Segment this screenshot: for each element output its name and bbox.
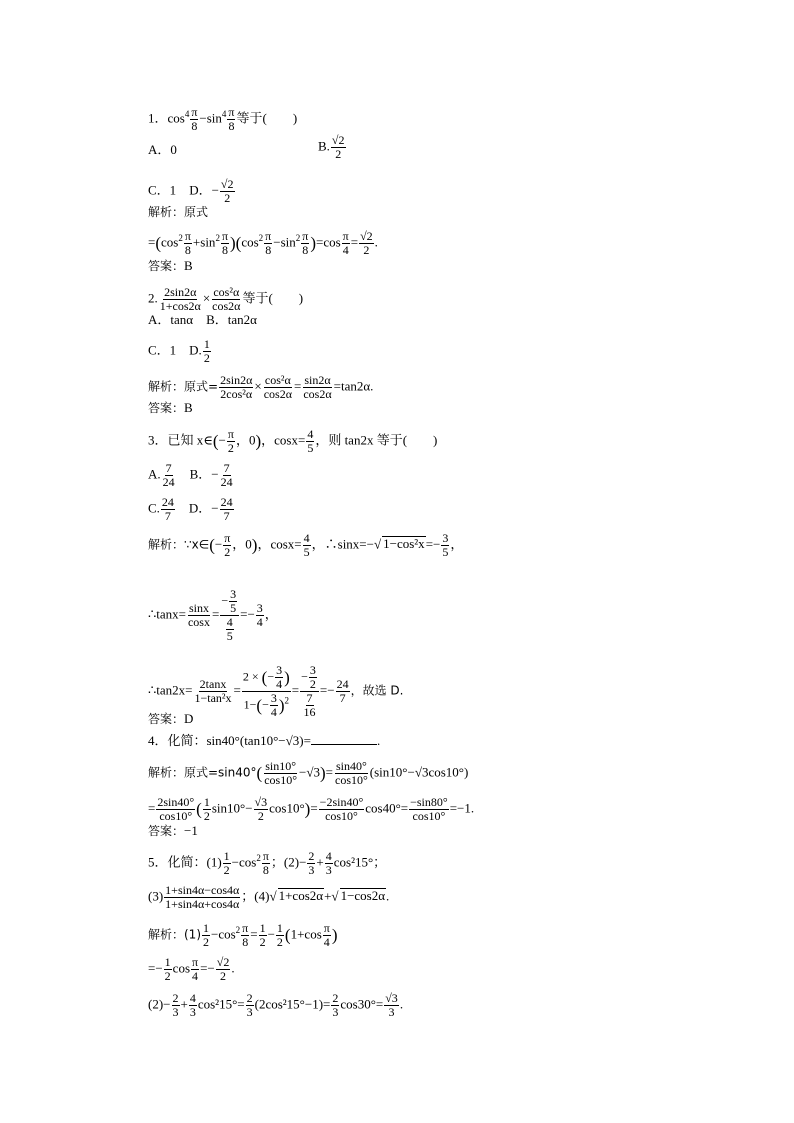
q3-stem: 3．已知 x∈(− $\frac{\pi}{2}$ ，0)，cosx= $\frac{4}{5}$ ，则 tan2x 等于( )	[148, 427, 438, 455]
fraction: $\frac{\pi}{8}$	[221, 229, 228, 257]
fraction: $\frac{3}{4}$	[256, 601, 263, 629]
compound-fraction: 2 × (− $\frac{3}{4}$ ) 1−(− $\frac{3}{4}$ )$^2$	[242, 663, 290, 719]
fraction: $\frac{1}{2}$	[203, 921, 209, 949]
fraction: $\frac{2}{3}$	[332, 991, 339, 1019]
q2-answer: 答案：B	[148, 400, 193, 415]
q4-stem: 4．化简：sin40°(tan10°−√3)= .	[148, 733, 381, 748]
q2-solution: 解析：原式= $\frac{2\sin 2\alpha}{\text{2cos²α}}$ × $\frac{\text{cos²α}}{\cos 2\alpha}$ = $\frac{\sin 2\alpha}{\cos 2\alpha}$ =tan2α.	[148, 373, 374, 401]
fraction: $\frac{√2}{2}$	[220, 177, 234, 205]
q5-solution-line1: 解析：(1) $\frac{1}{2}$ $-\cos^2$ $\frac{\pi}{8}$ = $\frac{1}{2}$ − $\frac{1}{2}$ (1+cos $\frac{\pi}{4}$ )	[148, 921, 338, 949]
q3-answer: 答案：D	[148, 711, 194, 726]
fraction: $\frac{-\sin 80^\circ}{\cos 10^\circ}$	[410, 795, 448, 823]
q3-options-ab: A. $\frac{7}{24}$ B．− $\frac{7}{24}$	[148, 461, 233, 489]
fraction: $\frac{\pi}{8}$	[191, 105, 198, 133]
q4-solution-line1: 解析：原式=sin40°( $\frac{\sin 10^\circ}{\cos 10^\circ}$ −√3)= $\frac{\sin 40^\circ}{\cos 10^\circ}$ (sin10°−√3cos10°)	[148, 759, 469, 787]
fraction: $\frac{√2}{2}$	[360, 229, 373, 257]
fraction: $\frac{1+\sin 4\alpha-\cos 4\alpha}{1+\sin 4\alpha+\cos 4\alpha}$	[165, 883, 240, 911]
fraction: $\frac{1}{2}$	[276, 921, 283, 949]
fraction: $\frac{2}{3}$	[308, 849, 315, 877]
fraction: $\frac{4}{3}$	[325, 849, 332, 877]
fraction: $\frac{\pi}{8}$	[262, 849, 269, 877]
fraction: $\frac{\sin 10^\circ}{\cos 10^\circ}$	[264, 759, 297, 787]
q3-solution-line1: 解析：∵x∈(− $\frac{\pi}{2}$ ，0)，cosx= $\frac{4}{5}$ ，∴sinx=−√ 1−cos²x=− $\frac{3}{5}$ ，	[148, 531, 464, 559]
fraction: $\frac{\text{cos²α}}{\cos 2\alpha}$	[212, 285, 241, 313]
q1-options-ab: A．0 B. $\frac{√2}{2}$	[148, 133, 345, 161]
fraction: $\frac{\sin x}{\cos x}$	[187, 601, 210, 629]
q3-options-cd: C. $\frac{24}{7}$ D．− $\frac{24}{7}$	[148, 495, 233, 523]
q4-solution-line2: = $\frac{2\sin 40^\circ}{\cos 10^\circ}$ ( $\frac{1}{2}$ sin10°− $\frac{√3}{2}$ cos10°)= $\frac{-2\sin 40^\circ}{\cos 10^\circ}$ cos40°= $\frac{-\sin 80^\circ}{\cos 10^\circ}$ =−1.	[148, 795, 475, 823]
fraction: $\frac{1}{2}$	[223, 849, 230, 877]
fraction: $\frac{\pi}{4}$	[192, 955, 199, 983]
fraction: $\frac{\sin 2\alpha}{\cos 2\alpha}$	[303, 373, 332, 401]
fraction: $\frac{3}{5}$	[442, 531, 449, 559]
fraction: $\frac{√3}{3}$	[385, 991, 398, 1019]
fraction: $\frac{24}{7}$	[161, 495, 174, 523]
fraction: $\frac{7}{24}$	[220, 461, 233, 489]
fraction: $\frac{\pi}{4}$	[342, 229, 349, 257]
fraction: $\frac{24}{7}$	[336, 677, 349, 705]
compound-fraction: − $\frac{3}{5}$ $\frac{4}{5}$	[220, 588, 239, 643]
compound-fraction: − $\frac{3}{2}$ $\frac{7}{16}$	[300, 664, 319, 719]
q2-options-ab: A．tanα B．tan2α	[148, 312, 257, 327]
q3-solution-line3: ∴tan2x= $\frac{2\tan x}{\text{1−tan²x}}$ = 2 × (− $\frac{3}{4}$ ) 1−(− $\frac{3}{4}$ )$^2$ = − $\frac{3}{2}$ $\frac{7}{16}$ =− $\frac{24}{7}$ ，故选 D.	[148, 663, 404, 719]
q1-options-cd: C．1 D．− $\frac{√2}{2}$	[148, 177, 234, 205]
fraction: $\frac{\pi}{8}$	[184, 229, 191, 257]
answer-blank	[311, 733, 377, 745]
fraction: $\frac{\pi}{8}$	[228, 105, 235, 133]
fraction: $\frac{4}{3}$	[189, 991, 196, 1019]
fraction: $\frac{4}{5}$	[303, 531, 310, 559]
fraction: $\frac{\sin 40^\circ}{\cos 10^\circ}$	[335, 759, 368, 787]
q2-options-cd: C．1 D. $\frac{1}{2}$	[148, 337, 210, 365]
q5-stem-line2: (3) $\frac{1+\sin 4\alpha-\cos 4\alpha}{1+\sin 4\alpha+\cos 4\alpha}$ ；(4)√ 1+cos2α+√ 1−cos2α.	[148, 883, 390, 911]
fraction: $\frac{\pi}{8}$	[302, 229, 309, 257]
fraction: $\frac{1}{2}$	[164, 955, 171, 983]
fraction: $\frac{√2}{2}$	[216, 955, 230, 983]
fraction: $\frac{√2}{2}$	[331, 133, 345, 161]
q5-solution-line3: (2)− $\frac{2}{3}$ + $\frac{4}{3}$ cos²15°= $\frac{2}{3}$ (2cos²15°−1)= $\frac{2}{3}$ cos30°= $\frac{√3}{3}$ .	[148, 991, 404, 1019]
q5-solution-line2: =− $\frac{1}{2}$ cos $\frac{\pi}{4}$ =− $\frac{√2}{2}$ .	[148, 955, 235, 983]
fraction: $\frac{1}{2}$	[203, 795, 210, 823]
q2-stem: 2. $\frac{2\sin 2\alpha}{1+\cos 2\alpha}$ × $\frac{\text{cos²α}}{\cos 2\alpha}$ 等于( )	[148, 285, 304, 313]
fraction: $\frac{√3}{2}$	[254, 795, 268, 823]
fraction: $\frac{\pi}{4}$	[323, 921, 330, 949]
fraction: $\frac{\pi}{2}$	[227, 427, 234, 455]
q1-solution: $=(\cos^2$ $\frac{\pi}{8}$ $+\sin^2$ $\frac{\pi}{8}$ )($\cos^2$ $\frac{\pi}{8}$ $-\sin^2$ $\frac{\pi}{8}$ )=cos $\frac{\pi}{4}$ = $\frac{√2}{2}$ .	[148, 229, 378, 257]
fraction: $\frac{2\sin 40^\circ}{\cos 10^\circ}$	[157, 795, 195, 823]
fraction: $\frac{24}{7}$	[220, 495, 233, 523]
fraction: $\frac{7}{24}$	[162, 461, 175, 489]
fraction: $\frac{1}{2}$	[259, 921, 266, 949]
fraction: $\frac{4}{5}$	[307, 427, 314, 455]
fraction: $\frac{2}{3}$	[172, 991, 179, 1019]
q3-solution-line2: ∴tanx= $\frac{\sin x}{\cos x}$ = − $\frac{3}{5}$ $\frac{4}{5}$ =− $\frac{3}{4}$ ，	[148, 587, 278, 643]
q1-stem: 1．$\cos^4$ $\frac{\pi}{8}$ $-\sin^4$ $\frac{\pi}{8}$ 等于( )	[148, 105, 298, 133]
q5-stem-line1: 5．化简：(1) $\frac{1}{2}$ $-\cos^2$ $\frac{\pi}{8}$ ；(2)− $\frac{2}{3}$ + $\frac{4}{3}$ cos²15°；	[148, 849, 387, 877]
fraction: $\frac{1}{2}$	[203, 337, 210, 365]
q1-answer: 答案：B	[148, 258, 193, 273]
fraction: $\frac{2\tan x}{\text{1−tan²x}}$	[194, 677, 232, 705]
fraction: $\frac{\text{cos²α}}{\cos 2\alpha}$	[263, 373, 292, 401]
q4-answer: 答案：−1	[148, 823, 198, 838]
fraction: $\frac{2}{3}$	[246, 991, 253, 1019]
fraction: $\frac{-2\sin 40^\circ}{\cos 10^\circ}$	[319, 795, 364, 823]
fraction: $\frac{2\sin 2\alpha}{\text{2cos²α}}$	[220, 373, 253, 401]
fraction: $\frac{\pi}{2}$	[224, 531, 231, 559]
fraction: $\frac{2\sin 2\alpha}{1+\cos 2\alpha}$	[159, 285, 201, 313]
fraction: $\frac{\pi}{8}$	[265, 229, 272, 257]
q1-solution-label: 解析：原式	[148, 205, 209, 219]
fraction: $\frac{\pi}{8}$	[242, 921, 249, 949]
